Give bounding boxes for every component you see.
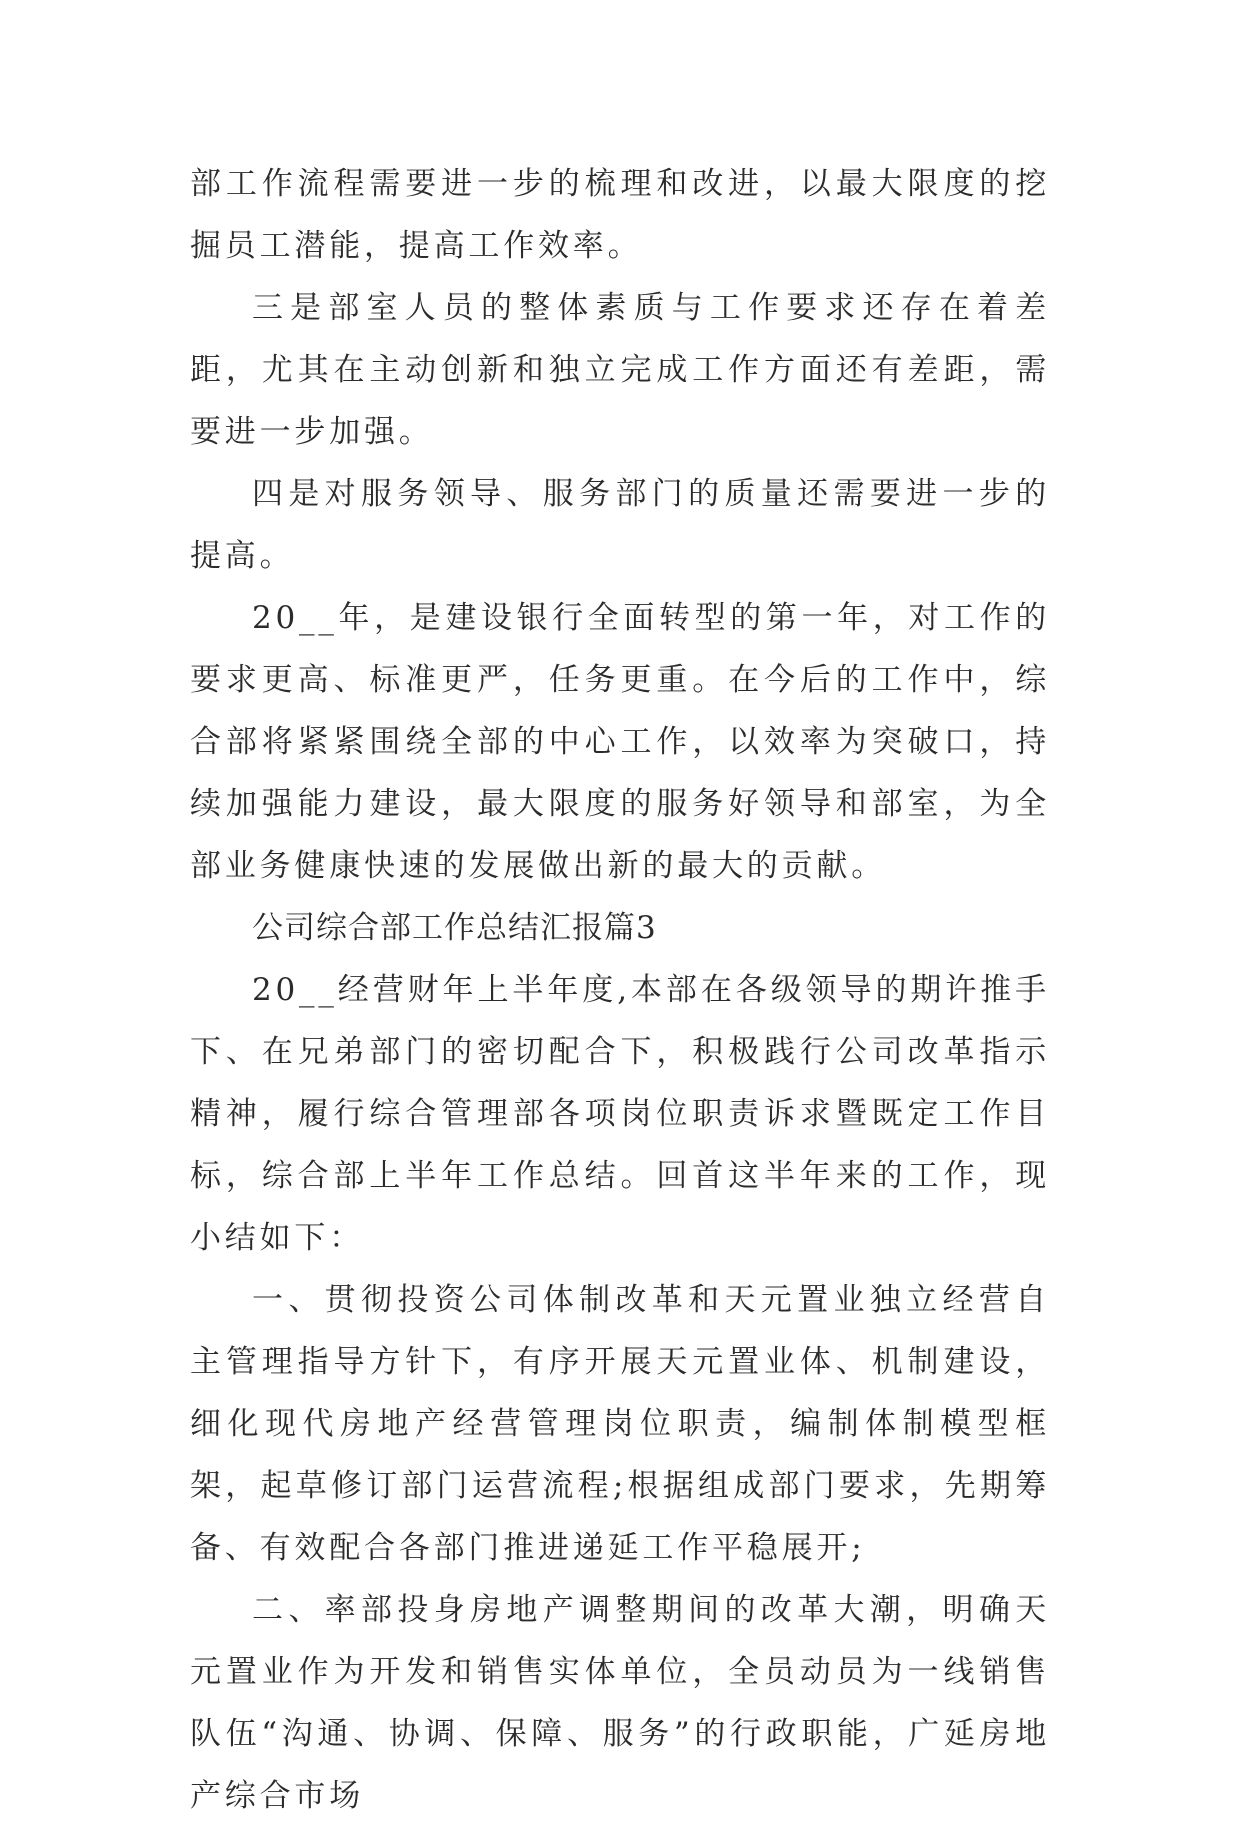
paragraph-continuation: 部工作流程需要进一步的梳理和改进，以最大限度的挖掘员工潜能，提高工作效率。 [190,166,1050,264]
document-body [190,153,1050,1827]
paragraph-outlook: 20__年，是建设银行全面转型的第一年，对工作的要求更高、标准更严，任务更重。在今后的工作中，综合部将紧紧围绕全部的中心工作，以效率为突破口，持续加强能力建设，最大限度的服务好领导和部室，为全部业务健康快速的发展做出新的最大的贡献。 [190,600,1050,884]
paragraph-item-two: 二、率部投身房地产调整期间的改革大潮，明确天元置业作为开发和销售实体单位，全员动员为一线销售队伍“沟通、协调、保障、服务”的行政职能，广延房地产综合市场 [190,1592,1050,1814]
paragraph-point-three: 三是部室人员的整体素质与工作要求还存在着差距，尤其在主动创新和独立完成工作方面还有差距，需要进一步加强。 [190,290,1050,450]
paragraph-point-four: 四是对服务领导、服务部门的质量还需要进一步的提高。 [190,476,1050,574]
section-heading: 公司综合部工作总结汇报篇3 [252,910,657,946]
paragraph-item-one: 一、贯彻投资公司体制改革和天元置业独立经营自主管理指导方针下，有序开展天元置业体、机制建设，细化现代房地产经营管理岗位职责，编制体制模型框架，起草修订部门运营流程;根据组成部门要求，先期筹备、有效配合各部门推进递延工作平稳展开; [190,1282,1050,1566]
paragraph-intro: 20__经营财年上半年度,本部在各级领导的期许推手下、在兄弟部门的密切配合下，积极践行公司改革指示精神，履行综合管理部各项岗位职责诉求暨既定工作目标，综合部上半年工作总结。回首这半年来的工作，现小结如下： [190,972,1050,1256]
